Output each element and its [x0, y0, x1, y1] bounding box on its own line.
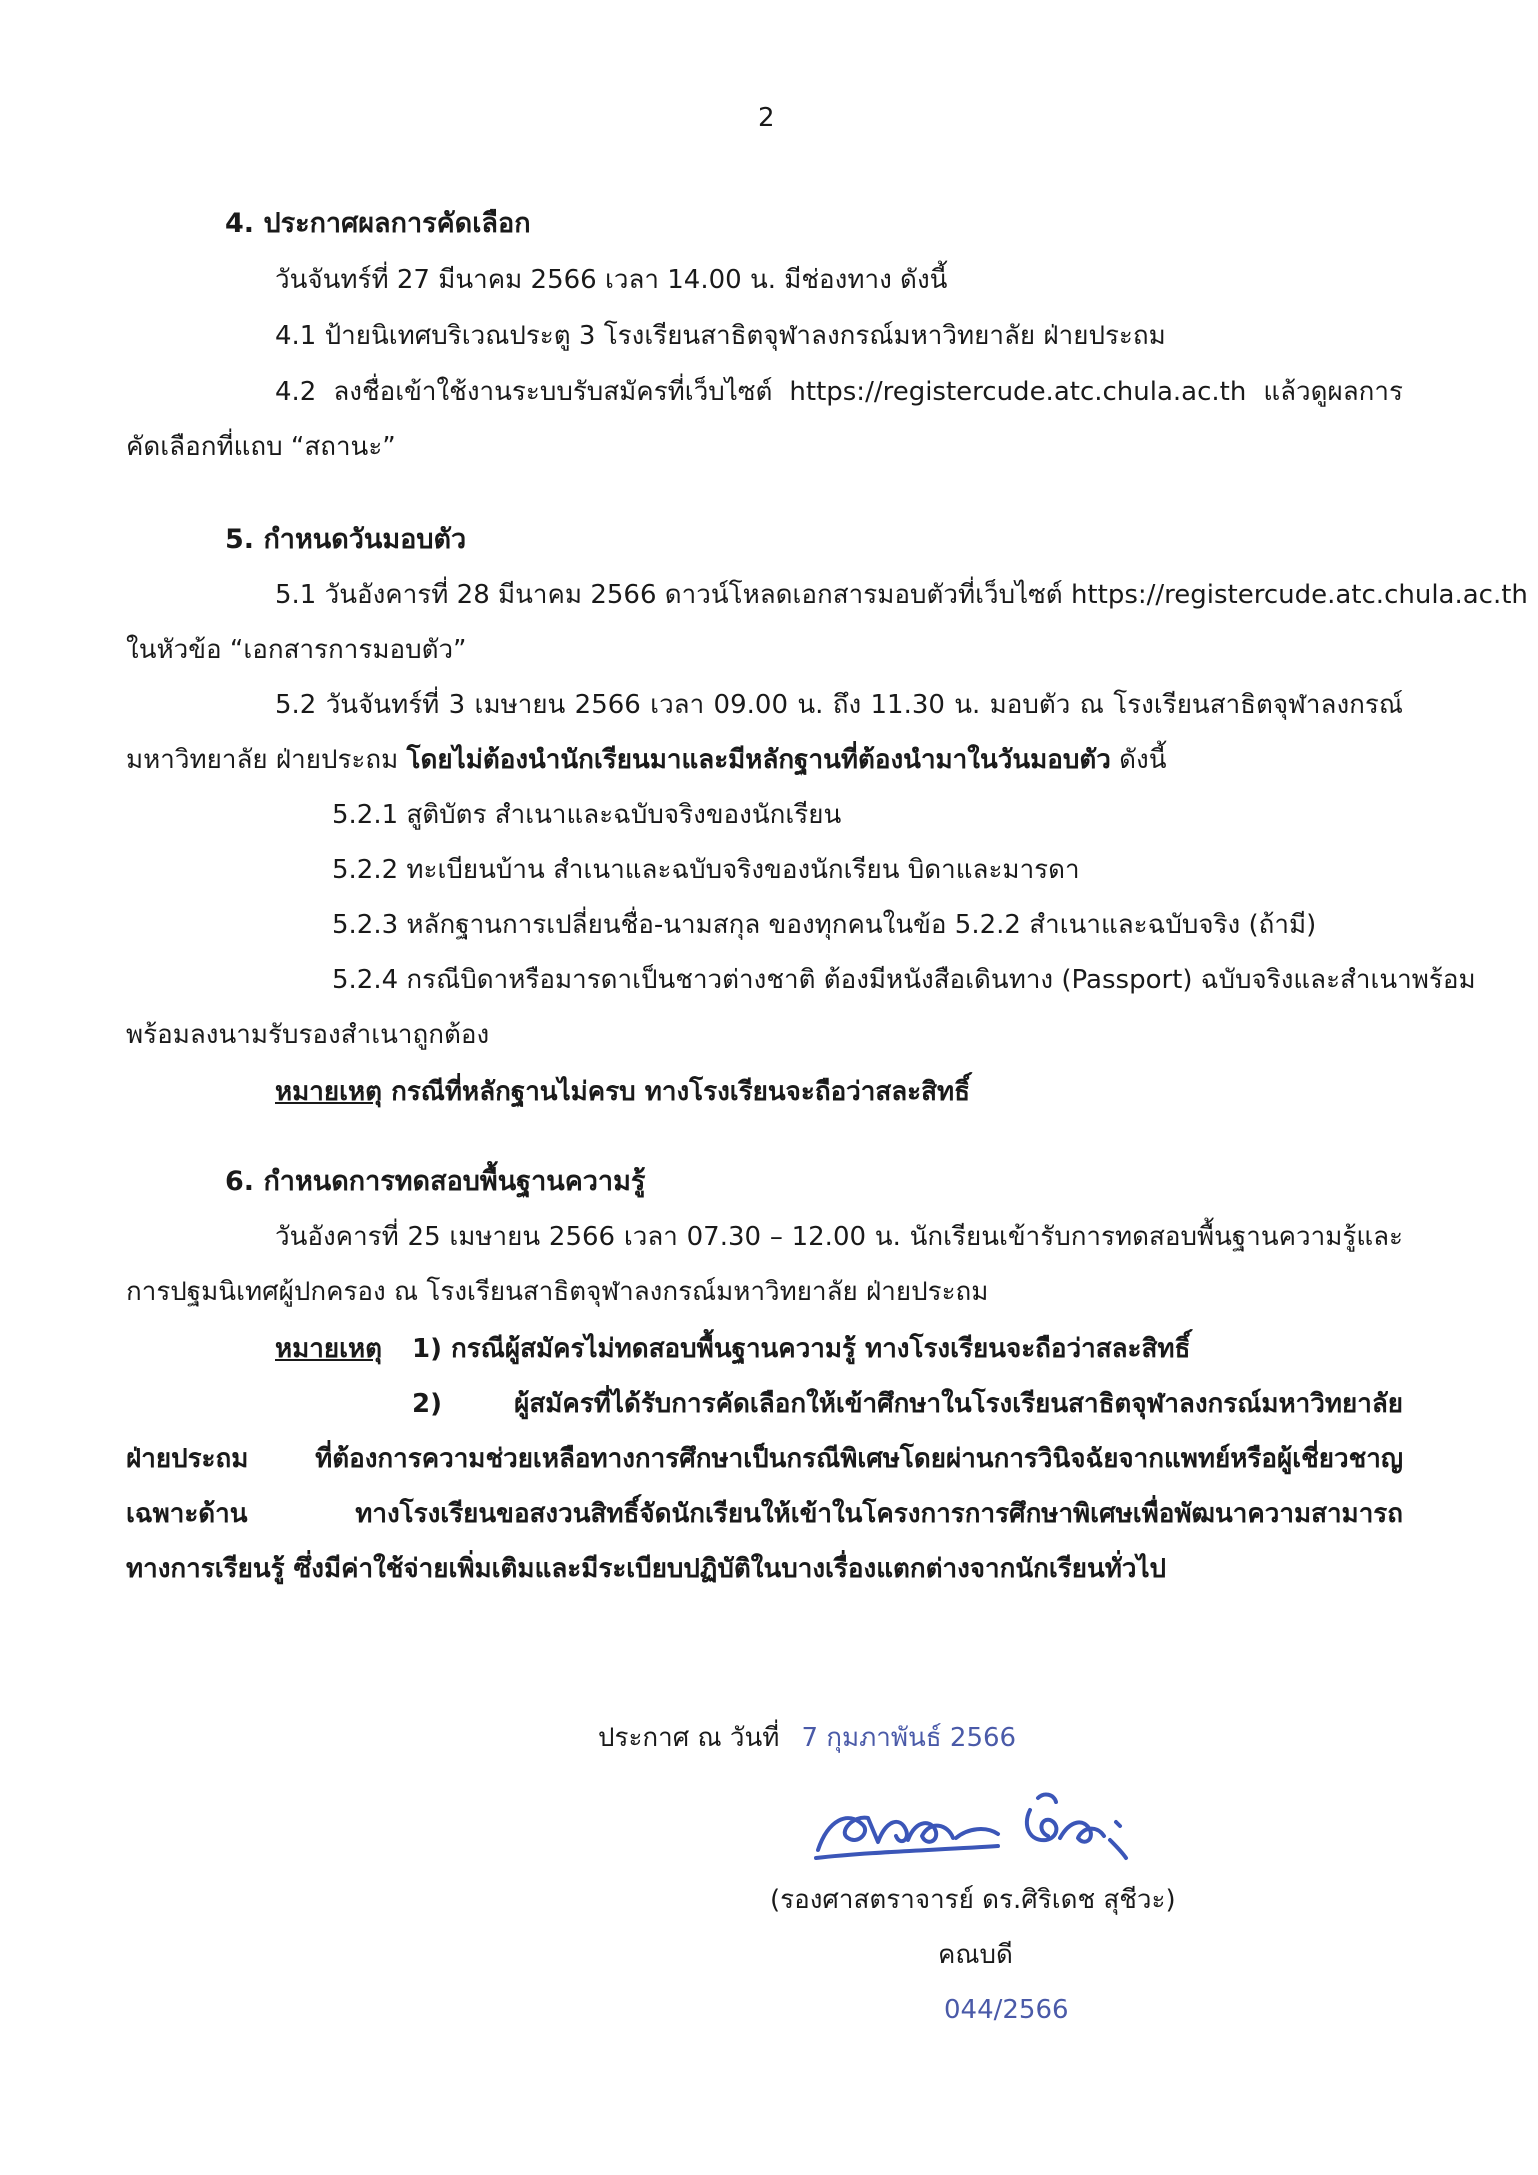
section-6-line-2: การปฐมนิเทศผู้ปกครอง ณ โรงเรียนสาธิตจุฬาลงกรณ์มหาวิทยาลัย ฝ่ายประถม — [126, 1277, 989, 1307]
section-6-note-2-line-3: เฉพาะด้าน ทางโรงเรียนขอสงวนสิทธิ์จัดนักเรียนให้เข้าในโครงการการศึกษาพิเศษเพื่อพัฒนาความสามารถ — [126, 1499, 1403, 1529]
section-6-title: 6. กำหนดการทดสอบพื้นฐานความรู้ — [225, 1166, 646, 1197]
section-5-item-2-line-2 — [126, 742, 1167, 778]
page-number: 2 — [758, 103, 775, 133]
section-6-line-1: วันอังคารที่ 25 เมษายน 2566 เวลา 07.30 – 12.00 น. นักเรียนเข้ารับการทดสอบพื้นฐานความรู้และ — [275, 1222, 1403, 1252]
section-5-sub-3: 5.2.3 หลักฐานการเปลี่ยนชื่อ-นามสกุล ของทุกคนในข้อ 5.2.2 สำเนาและฉบับจริง (ถ้ามี) — [332, 910, 1317, 940]
section-4-date: วันจันทร์ที่ 27 มีนาคม 2566 เวลา 14.00 น. มีช่องทาง ดังนี้ — [275, 265, 948, 295]
section-4-item-2-line-2: คัดเลือกที่แถบ “สถานะ” — [126, 432, 396, 462]
section-6-note-2-line-1: 2) ผู้สมัครที่ได้รับการคัดเลือกให้เข้าศึกษาในโรงเรียนสาธิตจุฬาลงกรณ์มหาวิทยาลัย — [412, 1389, 1403, 1419]
section-5-item-2-suffix: ดังนี้ — [1110, 745, 1167, 775]
section-5-note — [275, 1074, 970, 1110]
section-5-sub-1: 5.2.1 สูติบัตร สำเนาและฉบับจริงของนักเรียน — [332, 800, 842, 830]
section-6-note-2-line-2: ฝ่ายประถม ที่ต้องการความช่วยเหลือทางการศึกษาเป็นกรณีพิเศษโดยผ่านการวินิจฉัยจากแพทย์หรือผู้เชี่ยวชาญ — [126, 1444, 1403, 1474]
section-5-sub-2: 5.2.2 ทะเบียนบ้าน สำเนาและฉบับจริงของนักเรียน บิดาและมารดา — [332, 855, 1080, 885]
section-4-item-2-line-1: 4.2 ลงชื่อเข้าใช้งานระบบรับสมัครที่เว็บไซต์ https://registercude.atc.chula.ac.th แล้วดูผลการ — [275, 377, 1403, 407]
section-5-item-1-line-2: ในหัวข้อ “เอกสารการมอบตัว” — [126, 635, 467, 665]
announce-prefix: ประกาศ ณ วันที่ — [598, 1723, 780, 1753]
signer-position: คณบดี — [938, 1940, 1013, 1970]
section-5-sub-4-line-1: 5.2.4 กรณีบิดาหรือมารดาเป็นชาวต่างชาติ ต้องมีหนังสือเดินทาง (Passport) ฉบับจริงและสำเนาพร้อม — [332, 965, 1476, 995]
section-5-sub-4-line-2: พร้อมลงนามรับรองสำเนาถูกต้อง — [126, 1020, 490, 1050]
announce-line — [598, 1720, 1016, 1756]
section-5-item-2-line-1: 5.2 วันจันทร์ที่ 3 เมษายน 2566 เวลา 09.00 น. ถึง 11.30 น. มอบตัว ณ โรงเรียนสาธิตจุฬาลงกรณ์ — [275, 690, 1403, 720]
section-5-item-2-emphasis: โดยไม่ต้องนำนักเรียนมาและมีหลักฐานที่ต้องนำมาในวันมอบตัว — [406, 745, 1111, 775]
note-label: หมายเหตุ — [275, 1077, 383, 1107]
note-label: หมายเหตุ — [275, 1334, 383, 1364]
section-6-note-label — [275, 1331, 382, 1367]
note-text: กรณีที่หลักฐานไม่ครบ ทางโรงเรียนจะถือว่าสละสิทธิ์ — [382, 1077, 971, 1107]
section-4-item-1: 4.1 ป้ายนิเทศบริเวณประตู 3 โรงเรียนสาธิตจุฬาลงกรณ์มหาวิทยาลัย ฝ่ายประถม — [275, 321, 1166, 351]
section-6-note-1: 1) กรณีผู้สมัครไม่ทดสอบพื้นฐานความรู้ ทางโรงเรียนจะถือว่าสละสิทธิ์ — [412, 1334, 1191, 1364]
signature-image — [808, 1780, 1138, 1870]
section-5-item-1-line-1: 5.1 วันอังคารที่ 28 มีนาคม 2566 ดาวน์โหลดเอกสารมอบตัวที่เว็บไซต์ https://registercude.atc.chula.ac.th — [275, 580, 1528, 610]
document-number: 044/2566 — [944, 1995, 1069, 2025]
section-4-title: 4. ประกาศผลการคัดเลือก — [225, 208, 531, 239]
section-5-title: 5. กำหนดวันมอบตัว — [225, 524, 467, 555]
section-5-item-2-text: มหาวิทยาลัย ฝ่ายประถม — [126, 745, 407, 775]
section-6-note-2-line-4: ทางการเรียนรู้ ซึ่งมีค่าใช้จ่ายเพิ่มเติมและมีระเบียบปฏิบัติในบางเรื่องแตกต่างจากนักเรียนทั่วไป — [126, 1554, 1167, 1584]
signer-name: (รองศาสตราจารย์ ดร.ศิริเดช สุชีวะ) — [770, 1885, 1176, 1915]
announce-date: 7 กุมภาพันธ์ 2566 — [801, 1723, 1017, 1753]
